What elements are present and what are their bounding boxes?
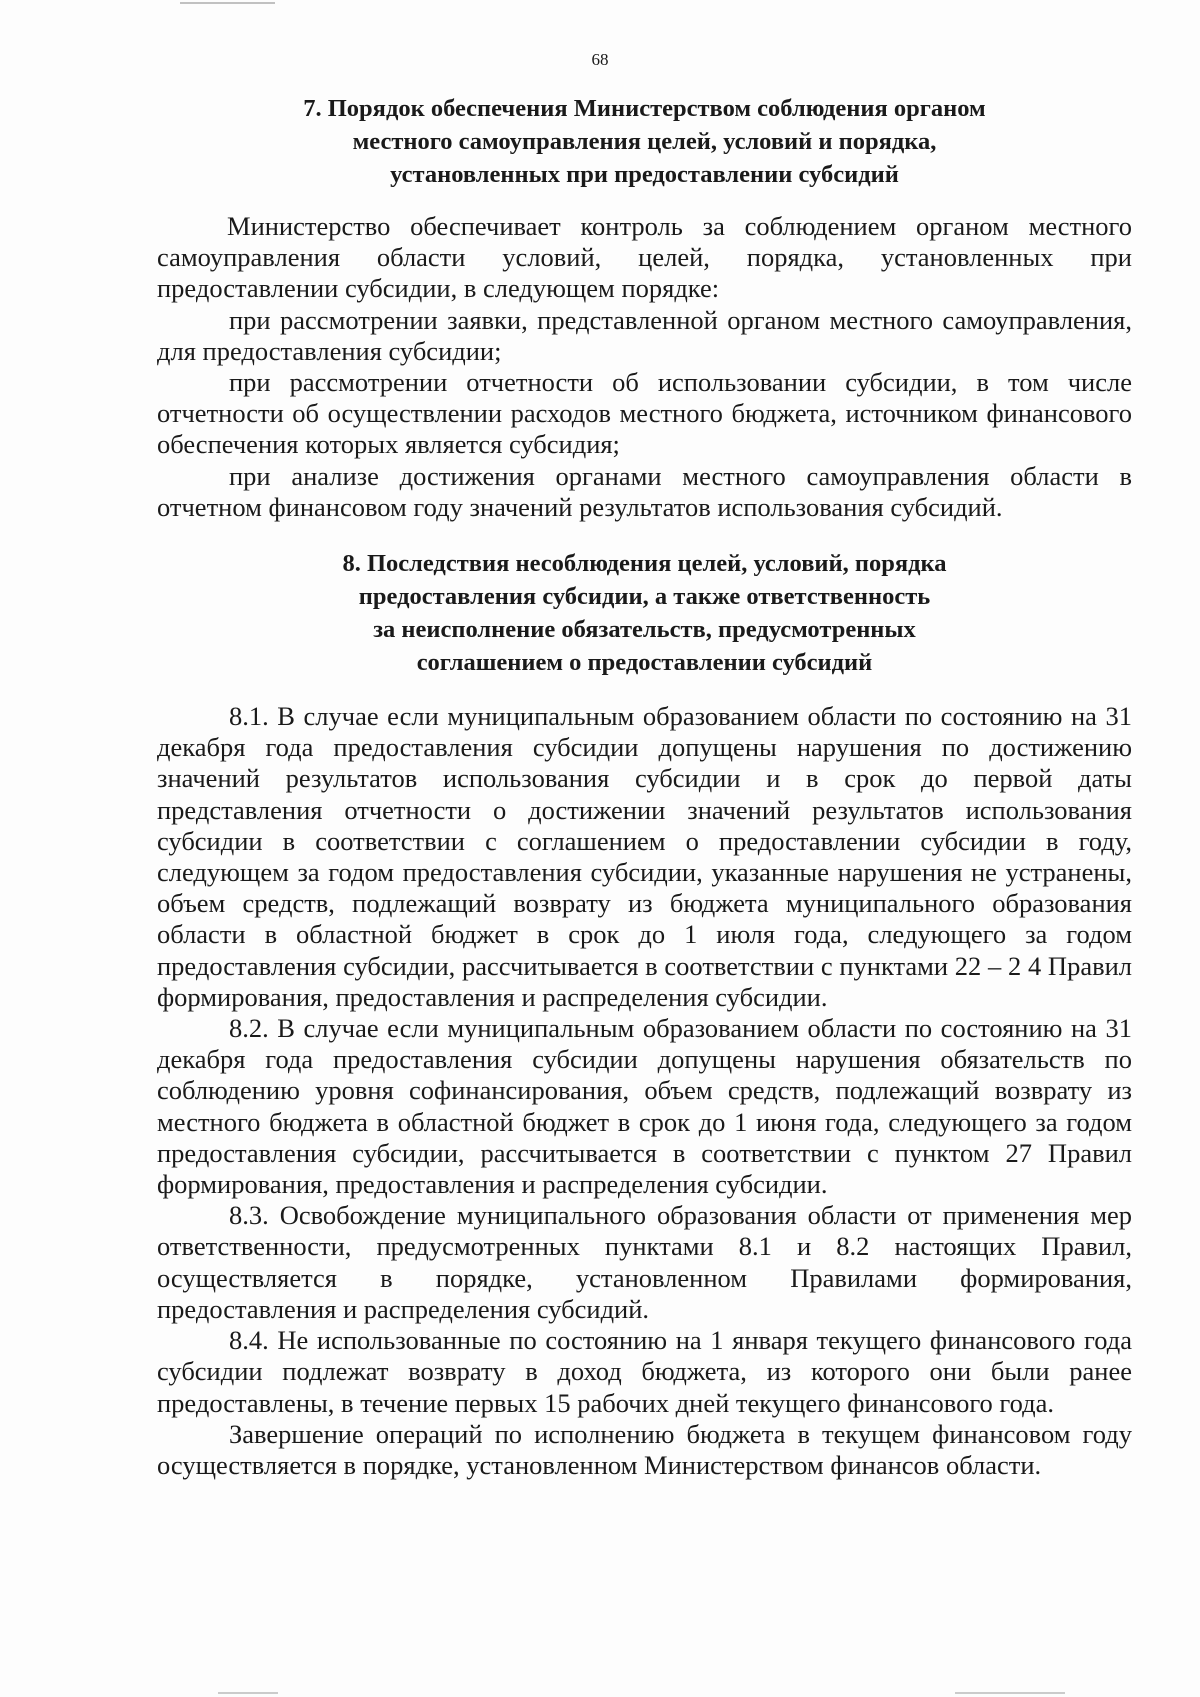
section-8-paragraph-8-3: 8.3. Освобождение муниципального образования области от применения мер ответственности, предусмотренных пунктами 8.1 и 8.2 настоящих Правил, осуществляется в порядке, установленном Правилами формирования, предоставления и распределения субсидий. bbox=[157, 1200, 1132, 1324]
section-7-paragraph: при анализе достижения органами местного самоуправления области в отчетном финансовом году значений результатов использования субсидий. bbox=[157, 460, 1132, 522]
section-8-title-line: соглашением о предоставлении субсидий bbox=[416, 649, 873, 677]
section-7-title-line: местного самоуправления целей, условий и порядка, bbox=[352, 128, 937, 155]
scan-artifact-bottom-left bbox=[218, 1692, 278, 1694]
section-8-paragraph-8-4: 8.4. Не использованные по состоянию на 1 января текущего финансового года субсидии подлежат возврату в доход бюджета, из которого они были ранее предоставлены, в течение первых 15 рабочих дней текущего финансового года. bbox=[157, 1325, 1132, 1418]
section-7-paragraph: при рассмотрении отчетности об использовании субсидии, в том числе отчетности об осуществлении расходов местного бюджета, источником финансового обеспечения которых является субсидия; bbox=[157, 367, 1132, 460]
section-8-title-line: за неисполнение обязательств, предусмотренных bbox=[373, 616, 916, 644]
page-content bbox=[157, 92, 1132, 1481]
section-8-title-line: предоставления субсидии, а также ответственность bbox=[358, 583, 931, 611]
section-7-title-line: 7. Порядок обеспечения Министерством соблюдения органом bbox=[303, 95, 986, 122]
section-8-paragraph-8-2: 8.2. В случае если муниципальным образованием области по состоянию на 31 декабря года предоставления субсидии допущены нарушения обязательств по соблюдению уровня софинансирования, объем средств, подлежащий возврату из местного бюджета в областной бюджет в срок до 1 июня года, следующего за годом предоставления субсидии, рассчитывается в соответствии с пунктом 27 Правил формирования, предоставления и распределения субсидии. bbox=[157, 1013, 1132, 1200]
section-7-title-line: установленных при предоставлении субсидий bbox=[390, 161, 899, 188]
section-7-paragraph: Министерство обеспечивает контроль за соблюдением органом местного самоуправления области условий, целей, порядка, установленных при предоставлении субсидии, в следующем порядке: bbox=[157, 211, 1132, 304]
section-8-title bbox=[157, 547, 1132, 679]
page-number: 68 bbox=[591, 50, 609, 69]
section-8-paragraph-closing: Завершение операций по исполнению бюджета в текущем финансовом году осуществляется в порядке, установленном Министерством финансов области. bbox=[157, 1418, 1132, 1480]
scan-artifact-bottom-right bbox=[955, 1692, 1065, 1694]
section-7-title bbox=[157, 92, 1132, 191]
scan-artifact-top bbox=[180, 2, 275, 4]
section-7-paragraph: при рассмотрении заявки, представленной органом местного самоуправления, для предоставления субсидии; bbox=[157, 304, 1132, 366]
section-8-title-line: 8. Последствия несоблюдения целей, условий, порядка bbox=[342, 550, 947, 578]
section-8-paragraph-8-1: 8.1. В случае если муниципальным образованием области по состоянию на 31 декабря года предоставления субсидии допущены нарушения по достижению значений результатов использования субсидии и в срок до первой даты представления отчетности о достижении значений результатов использования субсидии в соответствии с соглашением о предоставлении субсидии в году, следующем за годом предоставления субсидии, указанные нарушения не устранены, объем средств, подлежащий возврату из бюджета муниципального образования области в областной бюджет в срок до 1 июля года, следующего за годом предоставления субсидии, рассчитывается в соответствии с пунктами 22 – 2 4 Правил формирования, предоставления и распределения субсидии. bbox=[157, 701, 1132, 1012]
